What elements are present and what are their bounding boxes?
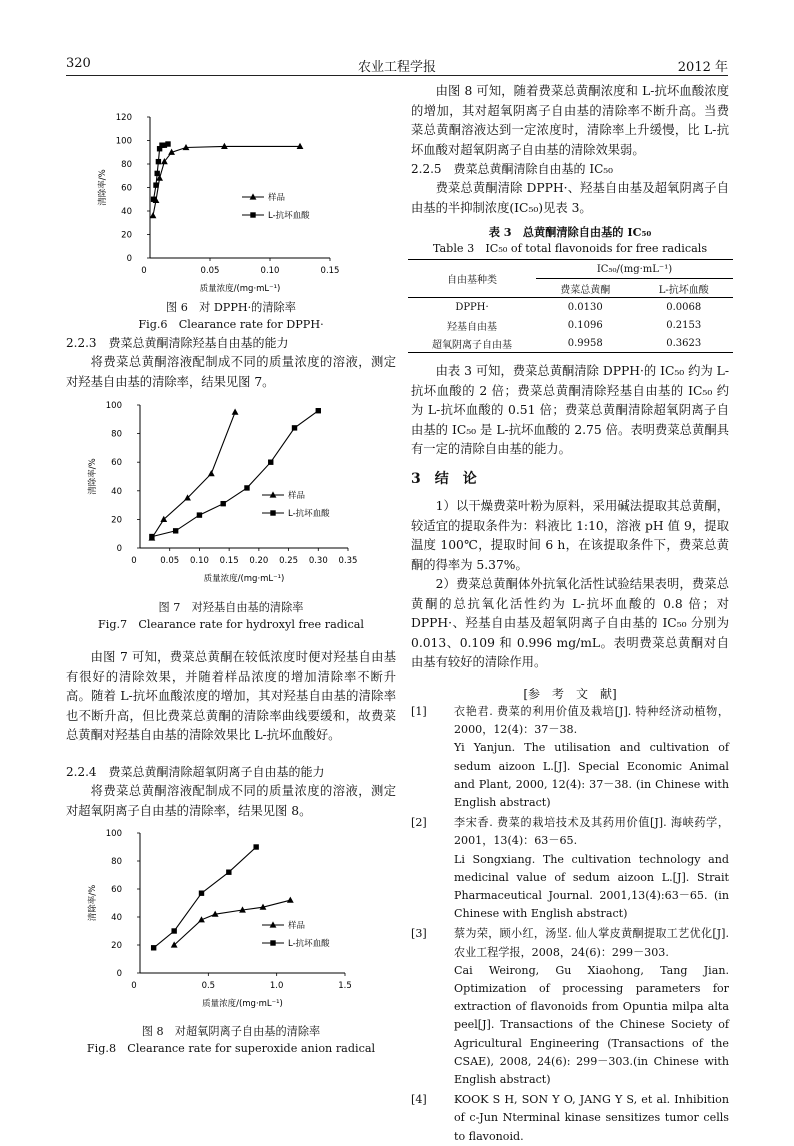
legend-label: 样品 [268,193,286,203]
table-row [408,298,733,317]
x-origin-label: 0 [131,556,137,566]
journal-title: 农业工程学报 [357,60,436,75]
y-tick-label: 120 [115,113,132,123]
y-tick-label: 20 [111,941,122,951]
paragraph-table3-analysis: 由表 3 可知，费菜总黄酮清除 DPPH·的 IC₅₀ 约为 L-抗坏血酸的 2 倍；费菜总黄酮清除羟基自由基的 IC₅₀ 约为 L-抗坏血酸的 0.51 倍；费菜总黄酮清除超氧阴离子自由基的 IC₅₀ 是 L-抗坏血酸的 2.75 倍。表明费菜总黄酮具有一定的清除自由基的能力。 [411,364,729,456]
x-tick-label: 0.20 [249,556,269,566]
square-marker [197,512,202,517]
section-2-2-3-heading: 2.2.3 费菜总黄酮清除羟基自由基的能力 [66,336,289,350]
table-header-radical: 自由基种类 [408,260,536,298]
reference-item [411,814,729,923]
square-marker [253,844,258,849]
year: 2012 年 [677,60,728,75]
y-tick-label: 40 [111,486,122,497]
paragraph-fig8-analysis: 由图 8 可知，随着费菜总黄酮浓度和 L-抗坏血酸浓度的增加，其对超氧阴离子自由基的清除率不断升高。当费菜总黄酮溶液达到一定浓度时，清除率上升缓慢，比 L-抗坏血酸对超氧阴离子自由基的清除效果弱。 [411,84,729,157]
references-title: [参 考 文 献] [523,687,617,701]
y-tick-label: 40 [121,207,132,217]
y-tick-label: 40 [111,913,122,923]
reference-number: [1] [411,705,427,718]
x-tick-label: 0.30 [308,556,328,566]
x-tick-label: 0.25 [279,556,299,566]
figure-8-chart [66,822,396,1017]
table-cell: 羟基自由基 [447,321,497,333]
paragraph-2-2-5: 费菜总黄酮清除 DPPH·、羟基自由基及超氧阴离子自由基的半抑制浓度(IC₅₀)见表 3。 [411,181,729,215]
square-marker [250,212,255,217]
y-axis-label: 清除率/% [88,884,98,922]
square-marker [268,460,273,465]
figure-6-chart [66,82,396,300]
legend-label: L-抗坏血酸 [268,211,310,221]
square-marker [221,501,226,506]
x-tick-label: 1.0 [269,981,284,991]
reference-number: [2] [411,816,427,830]
x-tick-label: 0.15 [219,556,239,566]
reference-item [411,925,729,1089]
table-header-sample: 费菜总黄酮 [560,284,611,296]
y-tick-label: 60 [111,458,122,469]
table-row [408,334,733,353]
square-marker [151,945,156,950]
triangle-marker [208,470,215,476]
table-cell: 0.0068 [666,301,702,313]
square-marker [316,408,321,413]
square-marker [226,870,231,875]
x-origin-label: 0 [141,266,147,276]
fig8-caption-en: Fig.8 Clearance rate for superoxide anion radical [86,1042,376,1055]
y-tick-label: 80 [111,857,122,867]
y-tick-label: 60 [111,885,122,895]
table-cell: 0.9958 [567,337,603,349]
legend-label: 样品 [288,921,306,931]
y-tick-label: 100 [105,829,122,839]
figure-7-chart [66,396,396,596]
x-tick-label: 0.05 [160,556,180,566]
paragraph-fig7-analysis: 由图 7 可知，费菜总黄酮在较低浓度时便对羟基自由基有很好的清除效果，并随着样品浓度的增加清除率不断升高。随着 L-抗坏血酸浓度的增加，其对羟基自由基的清除率也不断升高，但比费菜总黄酮的清除率曲线要缓和，故费菜总黄酮对羟基自由基的清除效果比 L-抗坏血酸好。 [66,650,396,742]
legend-label: 样品 [288,491,306,501]
x-tick-label: 0.05 [200,266,220,276]
x-tick-label: 0.15 [320,266,340,276]
square-marker [292,425,297,430]
x-tick-label: 0.10 [260,266,280,276]
table-header-vc: L-抗坏血酸 [658,284,709,296]
y-tick-label: 0 [116,969,122,979]
paragraph-2-2-3: 将费菜总黄酮溶液配制成不同的质量浓度的溶液，测定对羟基自由基的清除率，结果见图 7。 [66,355,396,389]
y-tick-label: 20 [121,230,132,241]
table-3 [408,259,733,353]
section-2-2-5-heading: 2.2.5 费菜总黄酮清除自由基的 IC₅₀ [411,162,613,176]
y-tick-label: 0 [126,254,132,264]
square-marker [244,485,249,490]
reference-en: Cai Weirong, Gu Xiaohong, Tang Jian. Optimization of processing parameters for extraction of flavonoids from Opuntia milpa alta peel[J]. Transactions of the Chinese Society of Agricultural Engineering (Transactions of the CSAE), 2008, 24(6): 299－303.(in Chinese with English abstract) [454,963,729,1087]
reference-number: [4] [411,1093,427,1107]
reference-en: KOOK S H, SON Y O, JANG Y S, et al. Inhibition of c-Jun Nterminal kinase sensitizes tumor cells to flavonoid. [454,1093,729,1143]
y-tick-label: 80 [121,160,132,170]
x-tick-label: 0.35 [338,556,358,566]
table-cell: 0.3623 [666,337,702,349]
y-tick-label: 60 [121,183,132,194]
reference-zh: 李宋香. 费菜的栽培技术及其药用价值[J]. 海峡药学，2001，13(4)：63－65. [454,816,729,848]
x-tick-label: 0.5 [201,981,216,991]
series-line [153,146,300,215]
x-tick-label: 1.5 [338,981,352,991]
conclusion-2: 2）费菜总黄酮体外抗氧化活性试验结果表明，费菜总黄酮的总抗氧化活性约为 L-抗坏血酸的 0.8 倍；对 DPPH·、羟基自由基及超氧阴离子自由基的 IC₅₀ 分别为 0.013、0.109 和 0.996 mg/mL。表明费菜总黄酮对自由基有较好的清除作用。 [411,577,729,669]
table-cell: DPPH· [455,301,489,313]
paragraph-2-2-4: 将费菜总黄酮溶液配制成不同的质量浓度的溶液，测定对超氧阴离子自由基的清除率，结果见图 8。 [66,784,396,818]
table3-caption-en: Table 3 IC₅₀ of total flavonoids for free radicals [432,242,708,255]
fig6-caption-en: Fig.6 Clearance rate for DPPH· [138,318,324,331]
y-tick-label: 100 [105,401,122,411]
y-tick-label: 100 [115,136,132,147]
x-axis-label: 质量浓度/(mg·mL⁻¹) [202,999,283,1009]
reference-en: Yi Yanjun. The utilisation and cultivation of sedum aizoon L.[J]. Special Economic Animal and Plant, 2000, 12(4): 37－38. (in Chinese with English abstract) [454,741,729,810]
table-row [408,316,733,334]
square-marker [199,891,204,896]
legend-label: L-抗坏血酸 [288,939,330,949]
square-marker [165,141,170,146]
fig8-caption-zh: 图 8 对超氧阴离子自由基的清除率 [141,1025,321,1038]
section-2-2-4-heading: 2.2.4 费菜总黄酮清除超氧阴离子自由基的能力 [66,765,325,779]
reference-list [411,703,729,1146]
table-cell: 0.2153 [666,319,702,331]
square-marker [171,928,176,933]
series-line [154,847,257,948]
table-header-ic50: IC₅₀/(mg·mL⁻¹) [536,260,733,279]
conclusion-1: 1）以干燥费菜叶粉为原料，采用碱法提取其总黄酮，较适宜的提取条件为：料液比 1:10，溶液 pH 值 9，提取温度 100℃，提取时间 6 h，在该提取条件下，费菜总黄酮的得率为 5.37%。 [411,499,729,572]
y-tick-label: 20 [111,515,122,526]
y-axis-label: 清除率/% [98,169,108,206]
legend-label: L-抗坏血酸 [288,509,330,519]
square-marker [270,940,275,945]
table-cell: 0.0130 [567,301,603,313]
header-rule [66,75,728,76]
reference-zh: 衣艳君. 费菜的利用价值及栽培[J]. 特种经济动植物，2000，12(4)：37－38. [454,705,729,737]
square-marker [270,510,275,515]
reference-item [411,703,729,812]
y-axis-label: 清除率/% [88,458,98,495]
square-marker [155,171,160,176]
reference-number: [3] [411,927,427,941]
square-marker [173,528,178,533]
table3-caption-zh: 表 3 总黄酮清除自由基的 IC₅₀ [488,225,652,239]
square-marker [149,534,154,539]
fig6-caption-zh: 图 6 对 DPPH·的清除率 [166,301,296,314]
x-origin-label: 0 [131,981,137,991]
reference-item [411,1091,729,1146]
page-number: 320 [66,56,91,71]
y-tick-label: 80 [111,429,122,440]
section-3-heading: 3 结 论 [411,471,477,487]
triangle-marker [150,212,157,218]
reference-en: Li Songxiang. The cultivation technology and medicinal value of sedum aizoon L.[J]. Strait Pharmaceutical Journal. 2001,13(4):63－65. (in Chinese with English abstract) [454,852,729,921]
square-marker [153,182,158,187]
triangle-marker [232,409,239,415]
triangle-marker [287,897,294,903]
x-tick-label: 0.10 [189,556,209,566]
fig7-caption-en: Fig.7 Clearance rate for hydroxyl free radical [97,618,365,631]
table-cell: 超氧阴离子自由基 [432,339,512,351]
square-marker [156,159,161,164]
fig7-caption-zh: 图 7 对羟基自由基的清除率 [158,601,304,614]
square-marker [151,197,156,202]
y-tick-label: 0 [116,544,122,554]
x-axis-label: 质量浓度/(mg·mL⁻¹) [203,574,285,584]
x-axis-label: 质量浓度/(mg·mL⁻¹) [199,284,281,294]
table-cell: 0.1096 [567,319,603,331]
reference-zh: 蔡为荣，顾小红，汤坚. 仙人掌皮黄酮提取工艺优化[J]. 农业工程学报，2008，24(6)：299－303. [454,927,729,959]
